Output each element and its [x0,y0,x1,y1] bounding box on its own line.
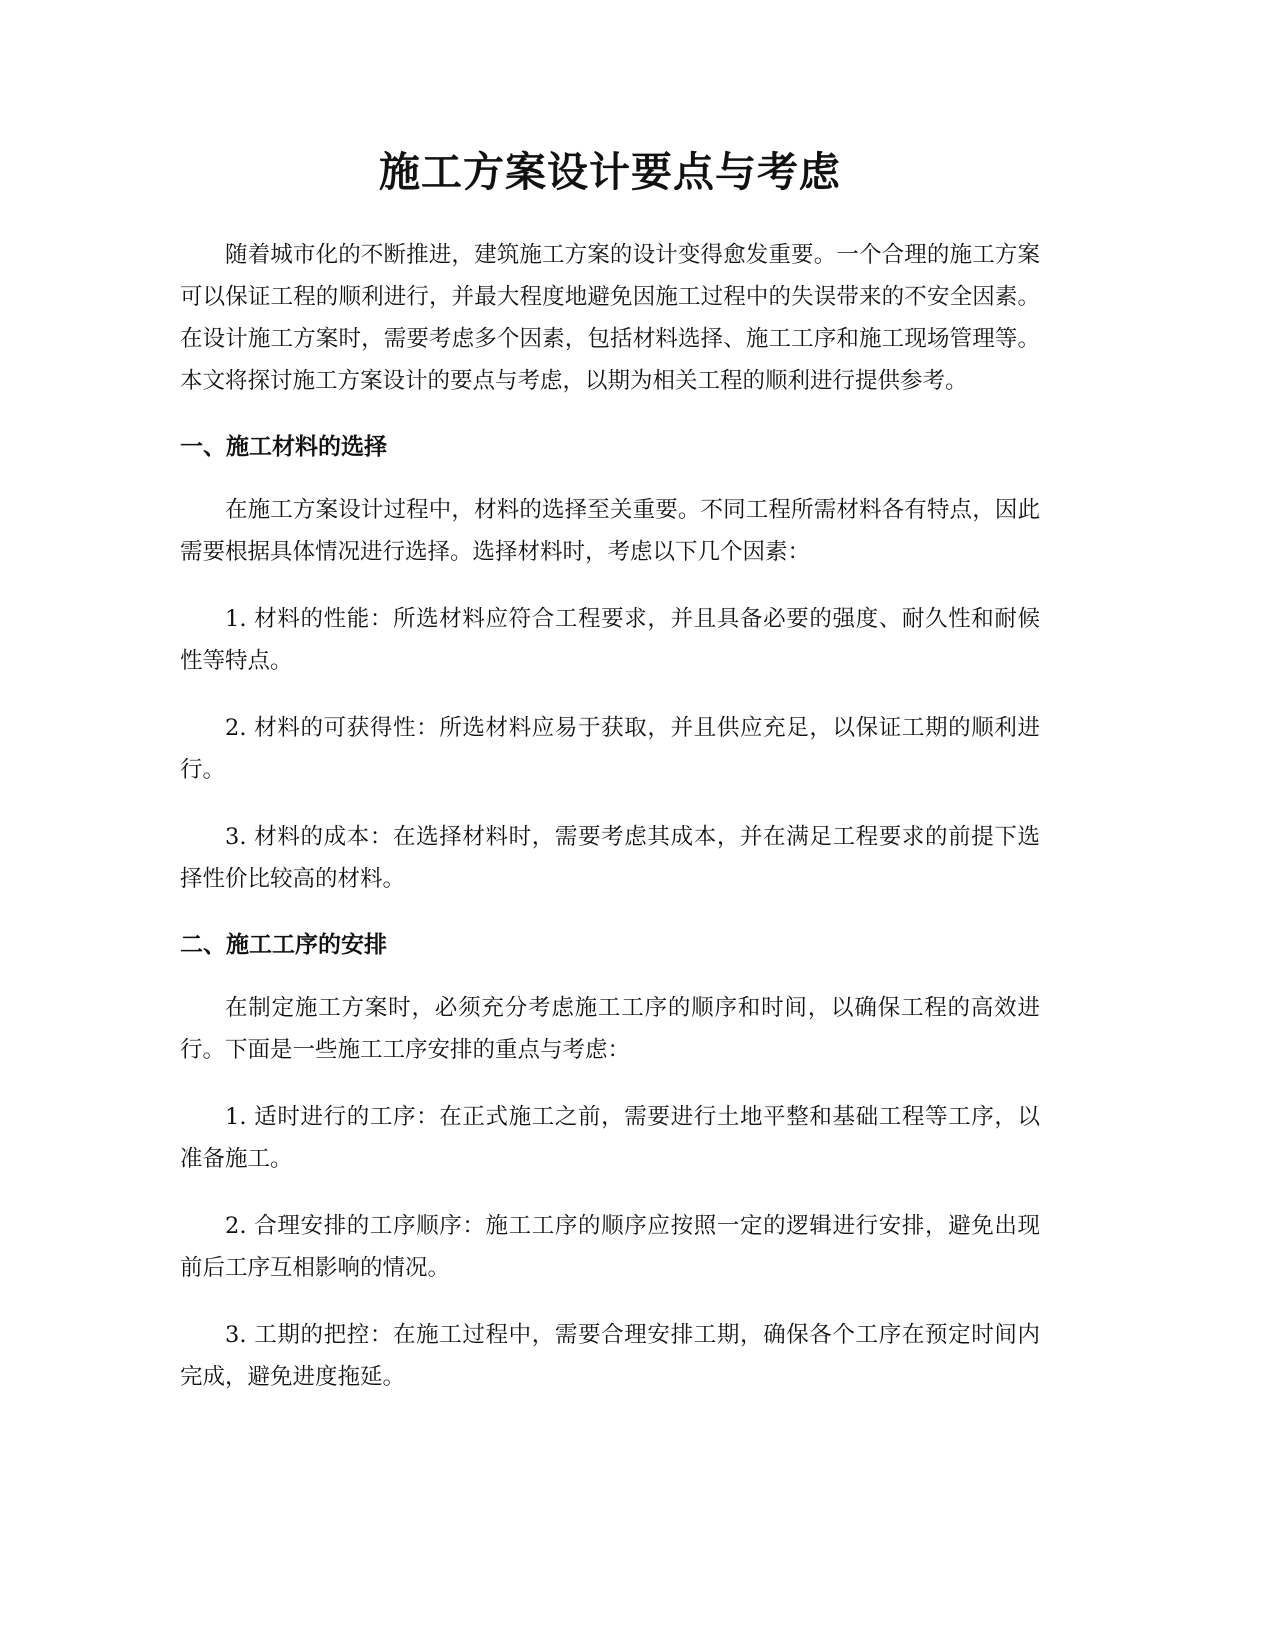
section-heading: 二、施工工序的安排 [180,932,387,958]
list-item: 2. 材料的可获得性：所选材料应易于获取，并且供应充足，以保证工期的顺利进行。 [180,715,1040,783]
list-item: 3. 工期的把控：在施工过程中，需要合理安排工期，确保各个工序在预定时间内完成，避免进度拖延。 [180,1322,1040,1390]
document-title: 施工方案设计要点与考虑 [379,148,841,196]
section-intro-paragraph: 在施工方案设计过程中，材料的选择至关重要。不同工程所需材料各有特点，因此需要根据具体情况进行选择。选择材料时，考虑以下几个因素： [180,497,1040,565]
section-materials [180,427,1040,900]
list-item: 1. 适时进行的工序：在正式施工之前，需要进行土地平整和基础工程等工序，以准备施工。 [180,1104,1040,1172]
list-item: 2. 合理安排的工序顺序：施工工序的顺序应按照一定的逻辑进行安排，避免出现前后工序互相影响的情况。 [180,1213,1040,1281]
list-item: 3. 材料的成本：在选择材料时，需要考虑其成本，并在满足工程要求的前提下选择性价比较高的材料。 [180,824,1040,892]
intro-paragraph: 随着城市化的不断推进，建筑施工方案的设计变得愈发重要。一个合理的施工方案可以保证工程的顺利进行，并最大程度地避免因施工过程中的失误带来的不安全因素。在设计施工方案时，需要考虑多个因素，包括材料选择、施工工序和施工现场管理等。本文将探讨施工方案设计的要点与考虑，以期为相关工程的顺利进行提供参考。 [180,242,1040,394]
document-page [180,140,1040,1423]
section-procedures [180,925,1040,1398]
list-item: 1. 材料的性能：所选材料应符合工程要求，并且具备必要的强度、耐久性和耐候性等特点。 [180,606,1040,674]
section-heading: 一、施工材料的选择 [180,434,387,460]
section-intro-paragraph: 在制定施工方案时，必须充分考虑施工工序的顺序和时间，以确保工程的高效进行。下面是一些施工工序安排的重点与考虑： [180,995,1040,1063]
